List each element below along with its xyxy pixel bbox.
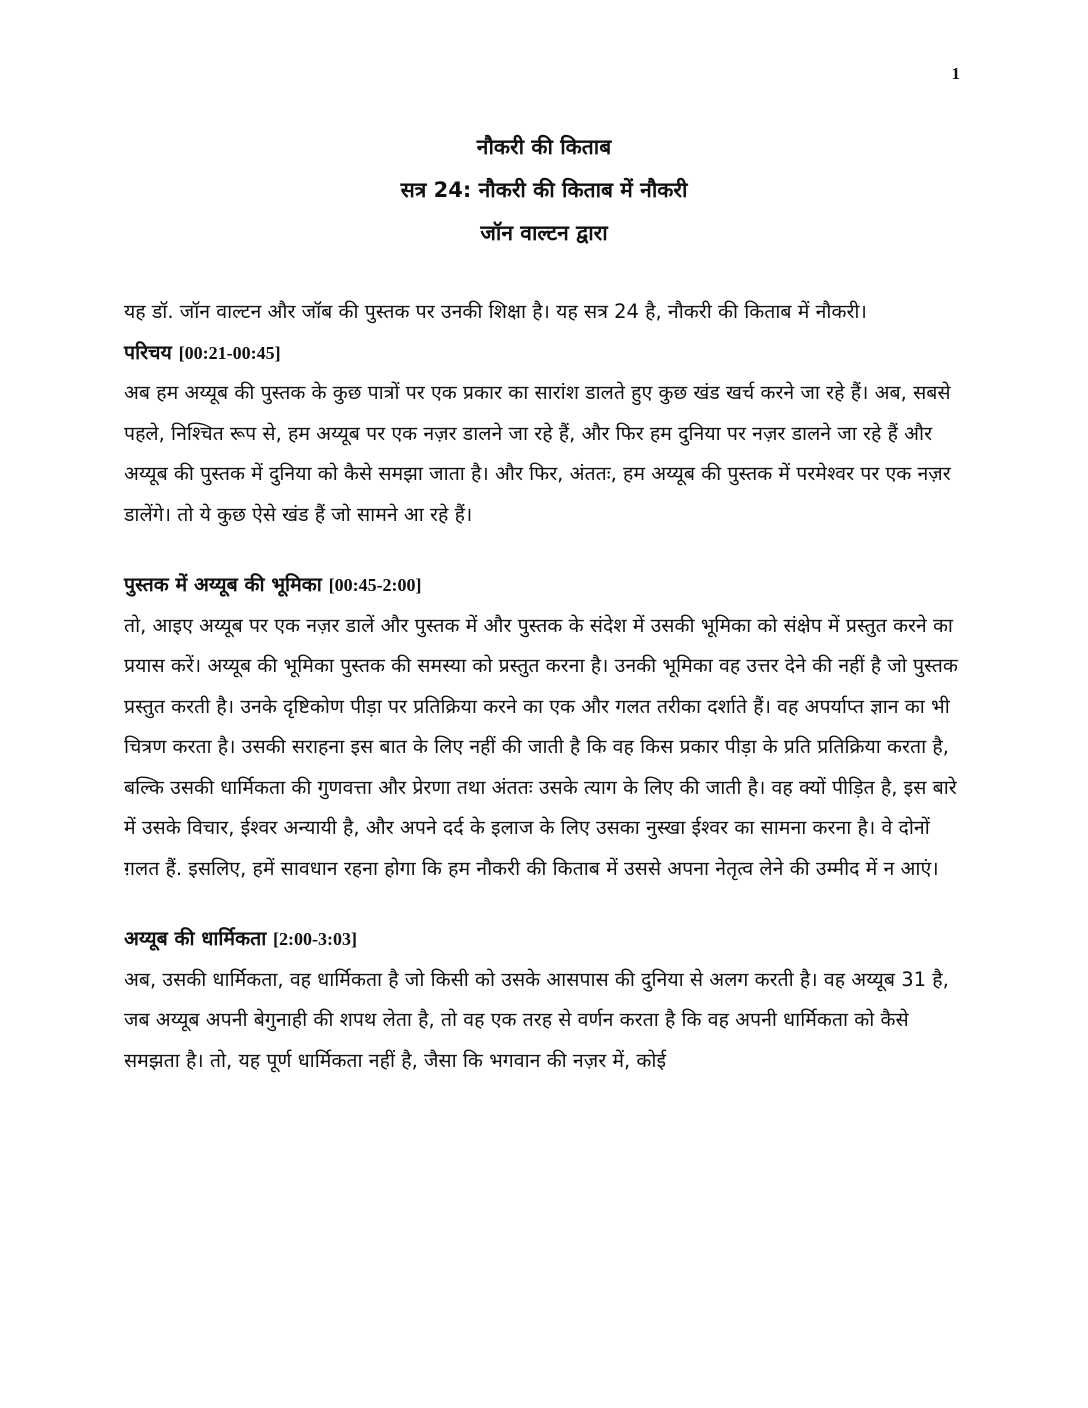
- page-number: 1: [951, 64, 960, 83]
- section-heading-job-righteousness: [124, 919, 968, 960]
- title-block: [0, 126, 1088, 255]
- section-timestamp: [2:00-3:03]: [273, 929, 358, 949]
- session-title: सत्र 24: नौकरी की किताब में नौकरी: [400, 178, 688, 202]
- section-heading-text: पुस्तक में अय्यूब की भूमिका: [124, 573, 322, 596]
- section-paragraph-introduction: अब हम अय्यूब की पुस्तक के कुछ पात्रों पर एक प्रकार का सारांश डालते हुए कुछ खंड खर्च करने जा रहे हैं। अब, सबसे पहले, निश्चित रूप से, हम अय्यूब पर एक नज़र डालने जा रहे हैं, और फिर हम दुनिया पर नज़र डालने जा रहे हैं और अय्यूब की पुस्तक में दुनिया को कैसे समझा जाता है। और फिर, अंततः, हम अय्यूब की पुस्तक में परमेश्वर पर एक नज़र डालेंगे। तो ये कुछ ऐसे खंड हैं जो सामने आ रहे हैं।: [124, 381, 951, 526]
- document-body: [124, 292, 968, 1081]
- section-timestamp: [00:21-00:45]: [178, 342, 281, 363]
- section-spacer: [124, 535, 968, 565]
- section-heading-introduction: [124, 333, 968, 374]
- section-paragraph-job-role: तो, आइए अय्यूब पर एक नज़र डालें और पुस्तक में और पुस्तक के संदेश में उसकी भूमिका को संक्षेप में प्रस्तुत करने का प्रयास करें। अय्यूब की भूमिका पुस्तक की समस्या को प्रस्तुत करना है। उनकी भूमिका वह उत्तर देने की नहीं है जो पुस्तक प्रस्तुत करती है। उनके दृष्टिकोण पीड़ा पर प्रतिक्रिया करने का एक और गलत तरीका दर्शाते हैं। वह अपर्याप्त ज्ञान का भी चित्रण करता है। उसकी सराहना इस बात के लिए नहीं की जाती है कि वह किस प्रकार पीड़ा के प्रति प्रतिक्रिया करता है, बल्कि उसकी धार्मिकता की गुणवत्ता और प्रेरणा तथा अंततः उसके त्याग के लिए की जाती है। वह क्यों पीड़ित है, इस बारे में उसके विचार, ईश्वर अन्यायी है, और अपने दर्द के इलाज के लिए उसका नुस्खा ईश्वर का सामना करना है। वे दोनों ग़लत हैं. इसलिए, हमें सावधान रहना होगा कि हम नौकरी की किताब में उससे अपना नेतृत्व लेने की उम्मीद में न आएं।: [124, 613, 958, 880]
- section-paragraph-job-righteousness: अब, उसकी धार्मिकता, वह धार्मिकता है जो किसी को उसके आसपास की दुनिया से अलग करती है। वह अय्यूब 31 है, जब अय्यूब अपनी बेगुनाही की शपथ लेता है, तो वह एक तरह से वर्णन करता है कि वह अपनी धार्मिकता को कैसे समझता है। तो, यह पूर्ण धार्मिकता नहीं है, जैसा कि भगवान की नज़र में, कोई: [124, 967, 949, 1072]
- intro-paragraph: यह डॉ. जॉन वाल्टन और जॉब की पुस्तक पर उनकी शिक्षा है। यह सत्र 24 है, नौकरी की किताब में नौकरी।: [124, 300, 867, 323]
- document-title: नौकरी की किताब: [476, 135, 612, 159]
- section-heading-text: परिचय: [124, 340, 172, 364]
- section-spacer: [124, 889, 968, 919]
- author-line: जॉन वाल्टन द्वारा: [480, 221, 608, 245]
- section-heading-text: अय्यूब की धार्मिकता: [124, 927, 267, 950]
- section-heading-job-role: [124, 565, 968, 606]
- section-timestamp: [00:45-2:00]: [328, 575, 422, 595]
